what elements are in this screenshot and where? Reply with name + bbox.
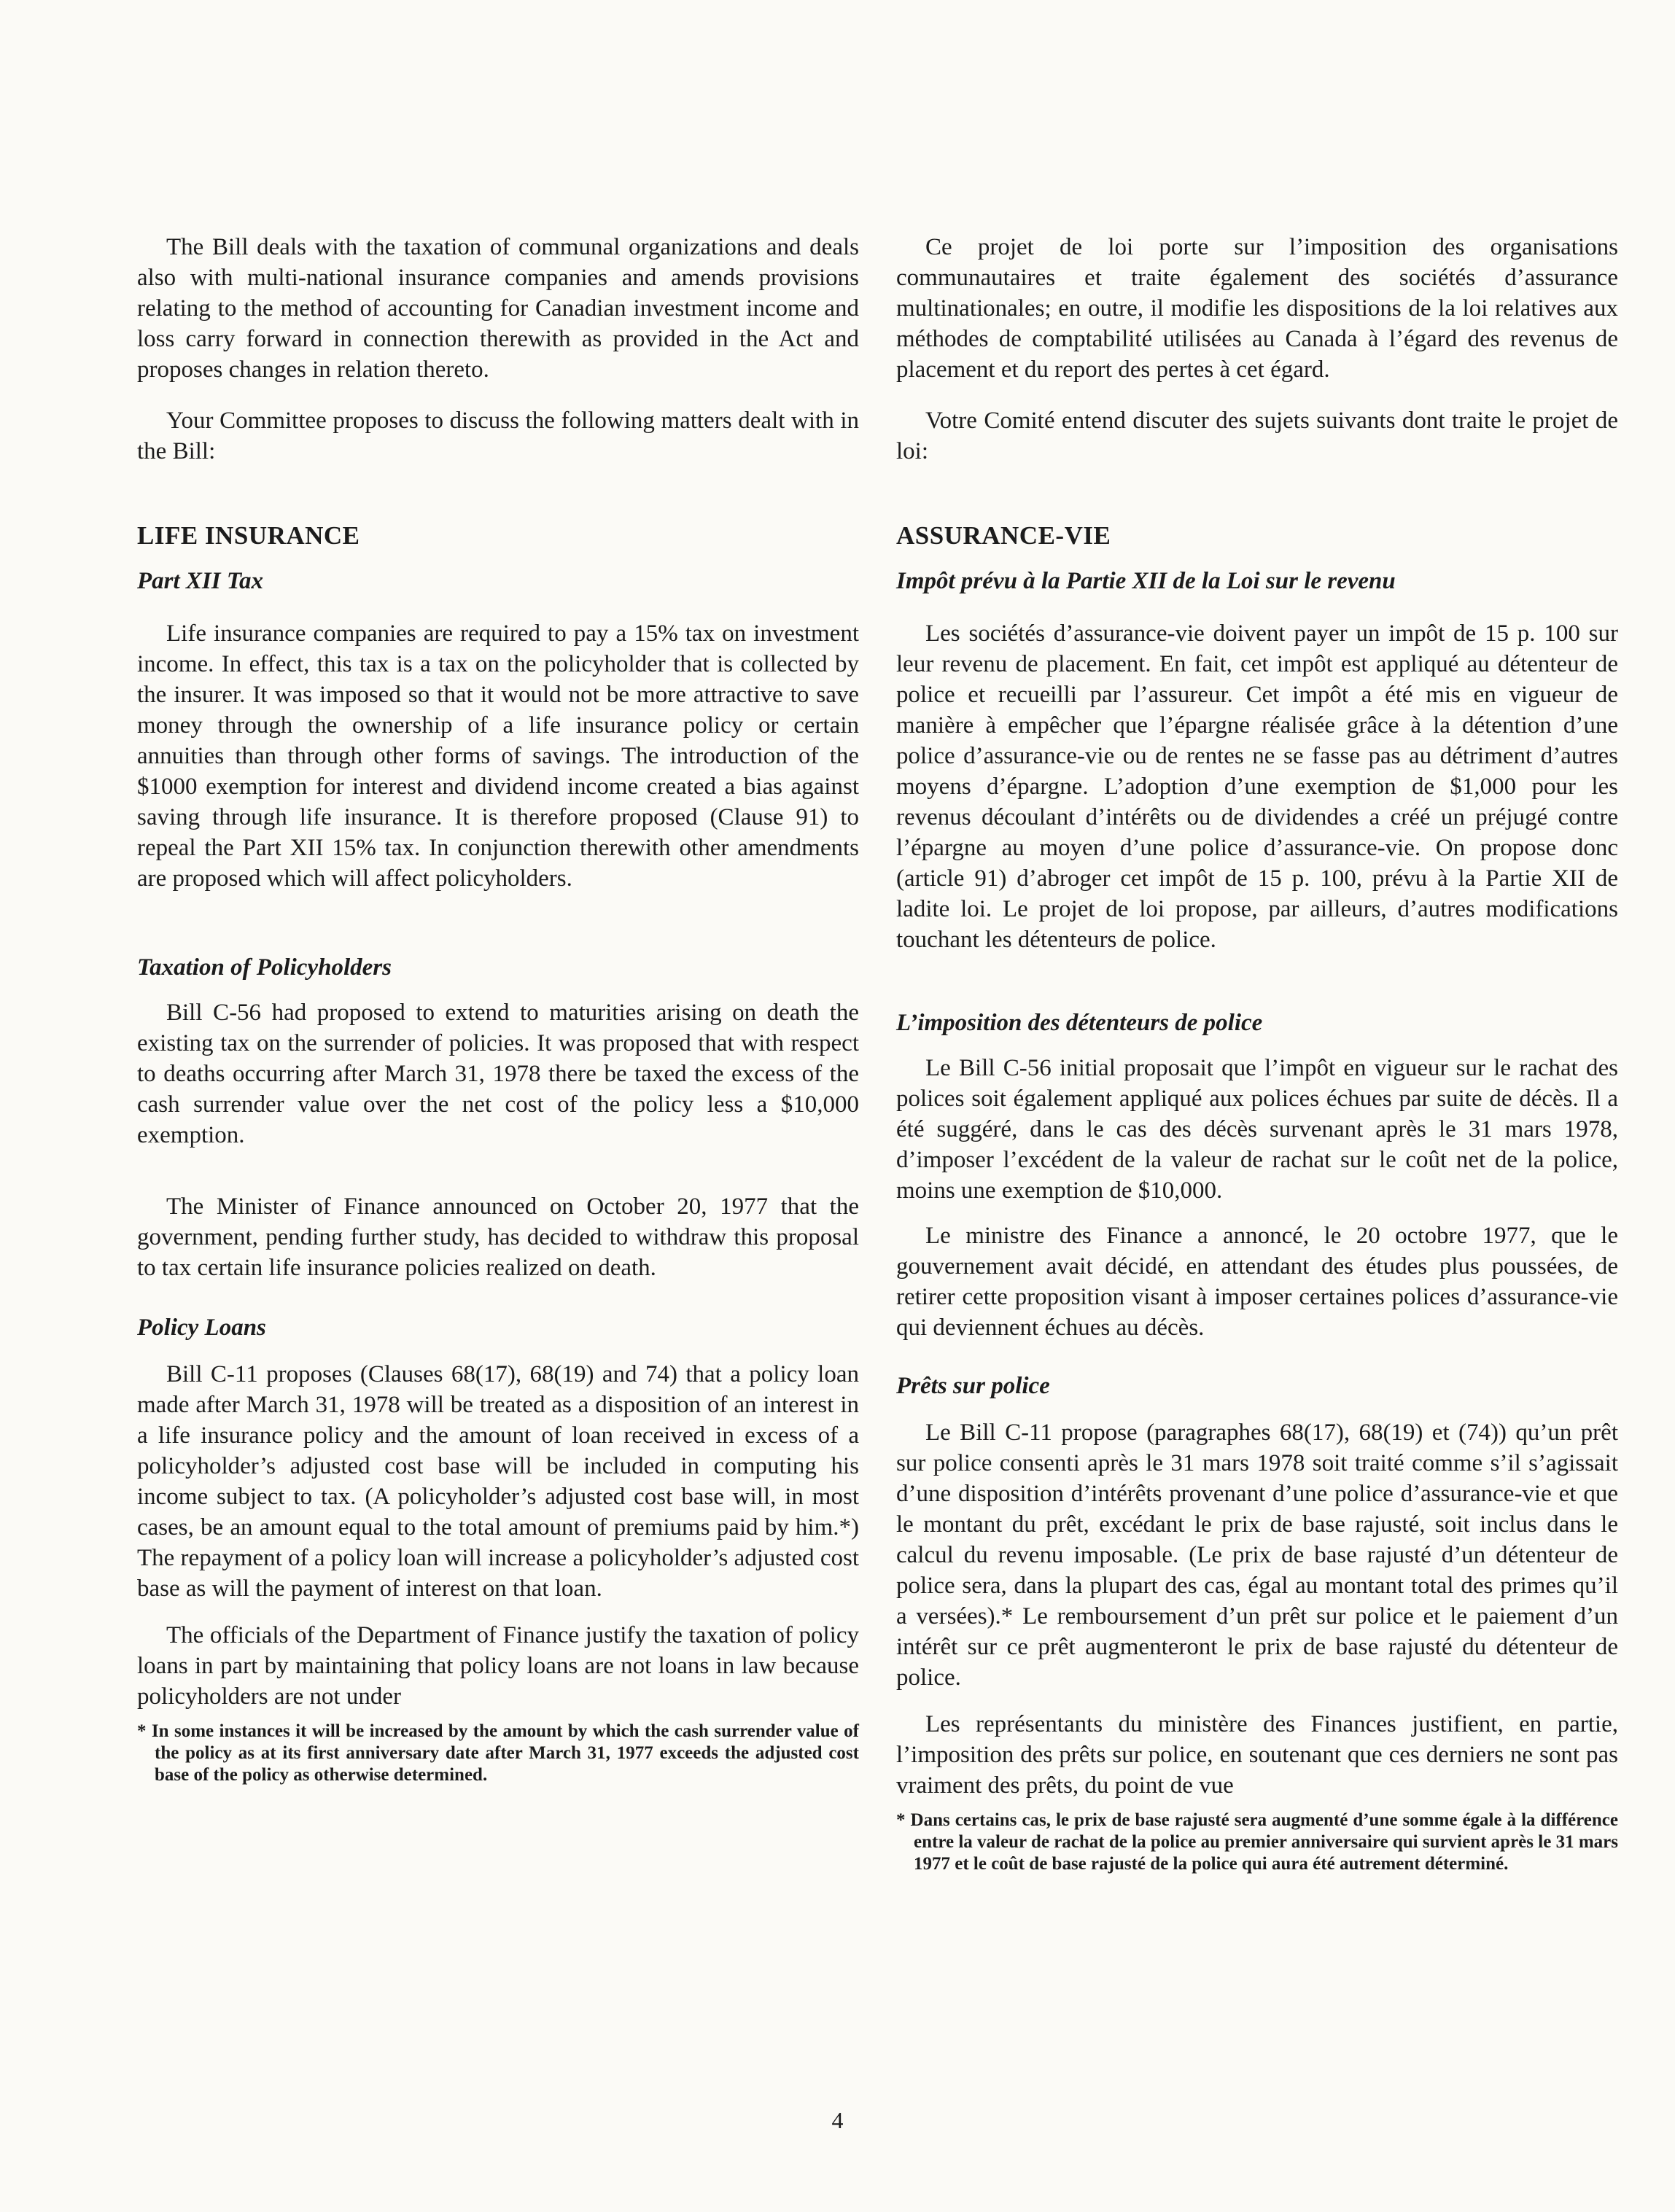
french-section-heading: ASSURANCE-VIE (896, 521, 1111, 550)
english-bill-c11-paragraph: Bill C-11 proposes (Clauses 68(17), 68(19) and 74) that a policy loan made after March 31, 1978 will be treated as a disposition of an interest in a life insurance policy and the amount of loan received in excess of a policyholder’s adjusted cost base will be included in computing his income subject to tax. (A policyholder’s adjusted cost base will, in most cases, be an amount equal to the total amount of premiums paid by him.*) The repayment of a policy loan will increase a policyholder’s adjusted cost base as will the payment of interest on that loan. (137, 1361, 859, 1602)
french-minister-paragraph: Le ministre des Finance a annoncé, le 20 octobre 1977, que le gouvernement avait décidé, en attendant des études plus poussées, de retirer cette proposition visant à imposer certaines polices d’assurance-vie qui deviennent échues au décès. (896, 1223, 1618, 1341)
french-footnote: * Dans certains cas, le prix de base rajusté sera augmenté d’une somme égale à la différence entre la valeur de rachat de la police au premier anniversaire qui survient après le 31 mars 1977 et le coût de base rajusté de la police qui aura été autrement déterminé. (896, 1810, 1618, 1874)
french-taxation-heading: L’imposition des détenteurs de police (896, 1010, 1263, 1036)
english-part-xii-heading: Part XII Tax (137, 568, 263, 594)
french-intro-paragraph: Ce projet de loi porte sur l’imposition des organisations communautaires et traite également des sociétés d’assurance multinationales; en outre, il modifie les dispositions de la loi relatives aux méthodes de comptabilité utilisées au Canada à l’égard des revenus de placement et du report des pertes à cet égard. (896, 234, 1618, 383)
english-taxation-heading: Taxation of Policyholders (137, 954, 392, 981)
english-part-xii-paragraph: Life insurance companies are required to pay a 15% tax on investment income. In effect, this tax is a tax on the policyholder that is collected by the insurer. It was imposed so that it would not be more attractive to save money through the ownership of a life insurance policy or certain annuities than through other forms of savings. The introduction of the $1000 exemption for interest and dividend income created a bias against saving through life insurance. It is therefore proposed (Clause 91) to repeal the Part XII 15% tax. In conjunction therewith other amendments are proposed which will affect policyholders. (137, 620, 859, 892)
french-policy-loans-heading: Prêts sur police (896, 1373, 1050, 1399)
french-part-xii-heading: Impôt prévu à la Partie XII de la Loi sur le revenu (896, 568, 1396, 594)
english-officials-paragraph: The officials of the Department of Finance justify the taxation of policy loans in part by maintaining that policy loans are not loans in law because policyholders are not under (137, 1622, 859, 1710)
english-column (137, 232, 859, 1786)
french-committee-paragraph: Votre Comité entend discuter des sujets suivants dont traite le projet de loi: (896, 408, 1618, 464)
french-bill-c56-paragraph: Le Bill C-56 initial proposait que l’impôt en vigueur sur le rachat des polices soit également appliqué aux polices échues par suite de décès. Il a été suggéré, dans le cas des décès survenant après le 31 mars 1978, d’imposer l’excédent de la valeur de rachat sur le coût net de la police, moins une exemption de $10,000. (896, 1055, 1618, 1204)
english-footnote: * In some instances it will be increased by the amount by which the cash surrender value of the policy as at its first anniversary date after March 31, 1977 exceeds the adjusted cost base of the policy as otherwise determined. (137, 1721, 859, 1785)
french-officials-paragraph: Les représentants du ministère des Finances justifient, en partie, l’imposition des prêts sur police, en soutenant que ces derniers ne sont pas vraiment des prêts, du point de vue (896, 1711, 1618, 1799)
french-bill-c11-paragraph: Le Bill C-11 propose (paragraphes 68(17), 68(19) et (74)) qu’un prêt sur police consenti après le 31 mars 1978 soit traité comme s’il s’agissait d’une disposition d’intérêts provenant d’une police d’assurance-vie et que le montant du prêt, excédant le prix de base rajusté, soit inclus dans le calcul du revenu imposable. (Le prix de base rajusté d’un détenteur de police sera, dans la plupart des cas, égal au montant total des primes qu’il a versées).* Le remboursement d’un prêt sur police et le paiement d’un intérêt sur ce prêt augmenteront le prix de base rajusté du détenteur de police. (896, 1420, 1618, 1691)
english-minister-paragraph: The Minister of Finance announced on October 20, 1977 that the government, pending further study, has decided to withdraw this proposal to tax certain life insurance policies realized on death. (137, 1193, 859, 1281)
english-section-heading: LIFE INSURANCE (137, 521, 360, 550)
english-committee-paragraph: Your Committee proposes to discuss the following matters dealt with in the Bill: (137, 408, 859, 464)
english-bill-c56-paragraph: Bill C-56 had proposed to extend to maturities arising on death the existing tax on the surrender of policies. It was proposed that with respect to deaths occurring after March 31, 1978 there be taxed the excess of the cash surrender value over the net cost of the policy less a $10,000 exemption. (137, 1000, 859, 1148)
french-part-xii-paragraph: Les sociétés d’assurance-vie doivent payer un impôt de 15 p. 100 sur leur revenu de placement. En fait, cet impôt est appliqué au détenteur de police et recueilli par l’assureur. Cet impôt a été mis en vigueur de manière à empêcher que l’épargne réalisée grâce à la détention d’une police d’assurance-vie ou de rentes ne se fasse pas au détriment d’autres moyens d’épargne. L’adoption d’une exemption de $1,000 pour les revenus découlant d’intérêts ou de dividendes a créé un préjugé contre l’épargne au moyen d’une police d’assurance-vie. On propose donc (article 91) d’abroger cet impôt de 15 p. 100, prévu à la Partie XII de ladite loi. Le projet de loi propose, par ailleurs, d’autres modifications touchant les détenteurs de police. (896, 620, 1618, 953)
english-policy-loans-heading: Policy Loans (137, 1315, 266, 1341)
page-number: 4 (831, 2107, 844, 2133)
english-intro-paragraph: The Bill deals with the taxation of communal organizations and deals also with multi-national insurance companies and amends provisions relating to the method of accounting for Canadian investment income and loss carry forward in connection therewith as provided in the Act and proposes changes in relation thereto. (137, 234, 859, 383)
french-column (896, 232, 1618, 1875)
